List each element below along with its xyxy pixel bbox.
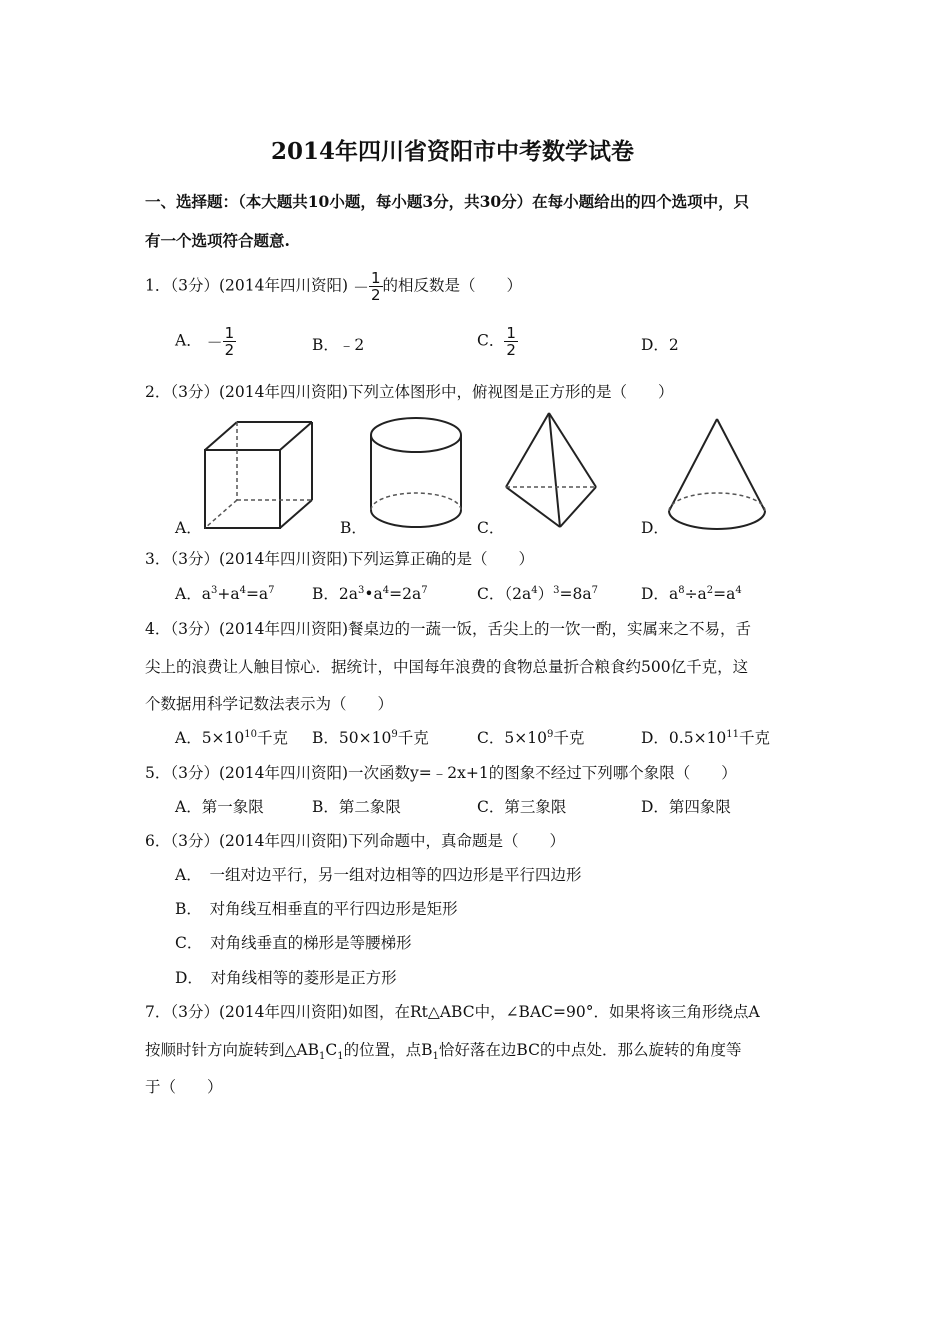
q3-b-e1: 3 xyxy=(358,584,365,596)
q4-b-exp: 9 xyxy=(391,728,398,740)
q3-a-t3: =a xyxy=(245,585,269,603)
q3-b-t1: 2a xyxy=(338,585,358,603)
q4-a-post: 千克 xyxy=(257,729,289,747)
q4-option-b[interactable] xyxy=(312,726,429,748)
q3-a-e3: 7 xyxy=(268,584,275,596)
q3-b-e2: 4 xyxy=(382,584,390,596)
q5-option-d[interactable]: D．第四象限 xyxy=(641,798,731,816)
q7-line2-s2: 1 xyxy=(337,1051,344,1063)
q3-a-label: A． xyxy=(175,585,202,603)
q1-option-a-fraction xyxy=(223,325,237,358)
q3-c-e3: 7 xyxy=(591,584,598,596)
section-heading-line2: 有一个选项符合题意. xyxy=(145,231,290,250)
q1-option-c[interactable] xyxy=(477,325,518,358)
q4-c-post: 千克 xyxy=(553,729,585,747)
cube-icon xyxy=(196,415,320,533)
q6-option-a[interactable]: A． 一组对边平行，另一组对边相等的四边形是平行四边形 xyxy=(175,866,582,884)
q3-a-t1: a xyxy=(201,585,211,603)
q4-option-d[interactable] xyxy=(641,726,770,748)
q7-line2-t1: 按顺时针方向旋转到△AB xyxy=(145,1041,320,1059)
question-2-stem: 2．（3分）(2014年四川资阳)下列立体图形中，俯视图是正方形的是（ ） xyxy=(145,383,674,401)
q3-b-t2: •a xyxy=(364,585,383,603)
q1-option-c-num: 1 xyxy=(506,324,516,342)
q3-c-t1: （2a xyxy=(504,585,532,603)
q1-option-a-den: 2 xyxy=(224,341,235,359)
question-1-stem xyxy=(145,270,522,303)
q3-d-label: D． xyxy=(641,585,669,603)
q3-c-e2: 3 xyxy=(553,584,560,596)
q3-a-e1: 3 xyxy=(210,584,218,596)
q4-b-pre: B．50×10 xyxy=(312,729,392,747)
q2-option-b[interactable]: B． xyxy=(340,519,367,537)
q1-frac-numerator: 1 xyxy=(370,269,381,287)
q1-option-a-num: 1 xyxy=(224,324,235,342)
q7-line2-s1: 1 xyxy=(319,1051,326,1063)
section-heading-line1: 一、选择题：（本大题共10小题，每小题3分，共30分）在每小题给出的四个选项中，只 xyxy=(145,192,750,211)
q3-d-e3: 4 xyxy=(735,584,742,596)
q3-d-t2: ÷a xyxy=(684,585,707,603)
q1-option-d[interactable]: D．2 xyxy=(641,336,679,354)
q3-option-b[interactable] xyxy=(312,582,428,604)
question-7-line2 xyxy=(145,1038,741,1062)
q3-a-e2: 4 xyxy=(239,584,246,596)
q3-c-t2: ） xyxy=(537,585,554,603)
q3-c-t3: =8a xyxy=(559,585,592,603)
q1-option-c-label: C． xyxy=(477,331,505,350)
q7-line2-t4: 恰好落在边BC的中点处．那么旋转的角度等 xyxy=(438,1041,742,1059)
q1-option-b[interactable]: B．﹣2 xyxy=(312,336,365,354)
q3-d-t3: =a xyxy=(713,585,736,603)
question-4-line3: 个数据用科学记数法表示为（ ） xyxy=(145,695,394,713)
q6-option-b[interactable]: B． 对角线互相垂直的平行四边形是矩形 xyxy=(175,900,458,918)
q4-option-a[interactable] xyxy=(175,726,288,748)
q7-line2-s3: 1 xyxy=(432,1051,439,1063)
q4-b-post: 千克 xyxy=(397,729,429,747)
q3-c-e1: 4 xyxy=(531,584,538,596)
question-4-line2: 尖上的浪费让人触目惊心．据统计，中国每年浪费的食物总量折合粮食约500亿千克，这 xyxy=(145,658,749,676)
q4-d-post: 千克 xyxy=(739,729,771,747)
cone-icon xyxy=(662,414,772,534)
q7-line2-t3: 的位置，点B xyxy=(343,1041,433,1059)
q7-line2-t2: C xyxy=(325,1041,338,1059)
question-5-stem: 5．（3分）(2014年四川资阳)一次函数y=﹣2x+1的图象不经过下列哪个象限（ ） xyxy=(145,764,737,782)
q3-option-d[interactable] xyxy=(641,582,742,604)
q1-option-c-den: 2 xyxy=(506,341,516,359)
q3-d-e1: 8 xyxy=(678,584,685,596)
question-6-stem: 6．（3分）(2014年四川资阳)下列命题中，真命题是（ ） xyxy=(145,832,566,850)
q4-c-exp: 9 xyxy=(546,728,554,740)
pyramid-icon xyxy=(500,409,602,533)
q1-minus-sign: － xyxy=(352,278,369,297)
q1-suffix: 的相反数是（ ） xyxy=(382,276,523,295)
q6-option-c[interactable]: C． 对角线垂直的梯形是等腰梯形 xyxy=(175,934,412,952)
q4-option-c[interactable] xyxy=(477,726,584,748)
question-4-line1: 4．（3分）(2014年四川资阳)餐桌边的一蔬一饭，舌尖上的一饮一酌，实属来之不易，舌 xyxy=(145,620,752,638)
question-7-line3: 于（ ） xyxy=(145,1078,223,1096)
q3-c-label: C． xyxy=(477,585,505,603)
q3-option-a[interactable] xyxy=(175,582,275,604)
q4-d-pre: D．0.5×10 xyxy=(641,729,727,747)
q5-option-c[interactable]: C．第三象限 xyxy=(477,798,567,816)
q4-c-pre: C．5×10 xyxy=(477,729,547,747)
question-7-line1: 7．（3分）(2014年四川资阳)如图，在Rt△ABC中，∠BAC=90°．如果将该三角形绕点A xyxy=(145,1003,760,1021)
q5-option-b[interactable]: B．第二象限 xyxy=(312,798,401,816)
q4-a-pre: A．5×10 xyxy=(175,729,245,747)
q2-option-d[interactable]: D． xyxy=(641,519,669,537)
q3-b-label: B． xyxy=(312,585,339,603)
q3-option-c[interactable] xyxy=(477,582,598,604)
q2-option-a[interactable]: A． xyxy=(175,519,202,537)
question-3-stem: 3．（3分）(2014年四川资阳)下列运算正确的是（ ） xyxy=(145,550,535,568)
q3-d-e2: 2 xyxy=(706,584,714,596)
q1-frac-denominator: 2 xyxy=(370,286,381,304)
q2-option-c[interactable]: C． xyxy=(477,519,505,537)
q1-fraction xyxy=(369,270,383,303)
page-title: 2014年四川省资阳市中考数学试卷 xyxy=(270,138,634,165)
q5-option-a[interactable]: A．第一象限 xyxy=(175,798,264,816)
q4-d-exp: 11 xyxy=(726,728,740,740)
q1-option-a-sign: － xyxy=(206,333,223,352)
q3-b-t3: =2a xyxy=(389,585,422,603)
q3-a-t2: +a xyxy=(217,585,240,603)
q1-option-a-label: A． xyxy=(175,331,202,350)
q1-prefix: 1．（3分）(2014年四川资阳) xyxy=(145,276,349,295)
cylinder-icon xyxy=(365,414,467,534)
q6-option-d[interactable]: D． 对角线相等的菱形是正方形 xyxy=(175,969,397,987)
q3-b-e3: 7 xyxy=(421,584,428,596)
q1-option-c-fraction xyxy=(504,325,518,358)
q1-option-a[interactable] xyxy=(175,325,236,358)
q3-d-t1: a xyxy=(668,585,679,603)
q4-a-exp: 10 xyxy=(244,728,258,740)
